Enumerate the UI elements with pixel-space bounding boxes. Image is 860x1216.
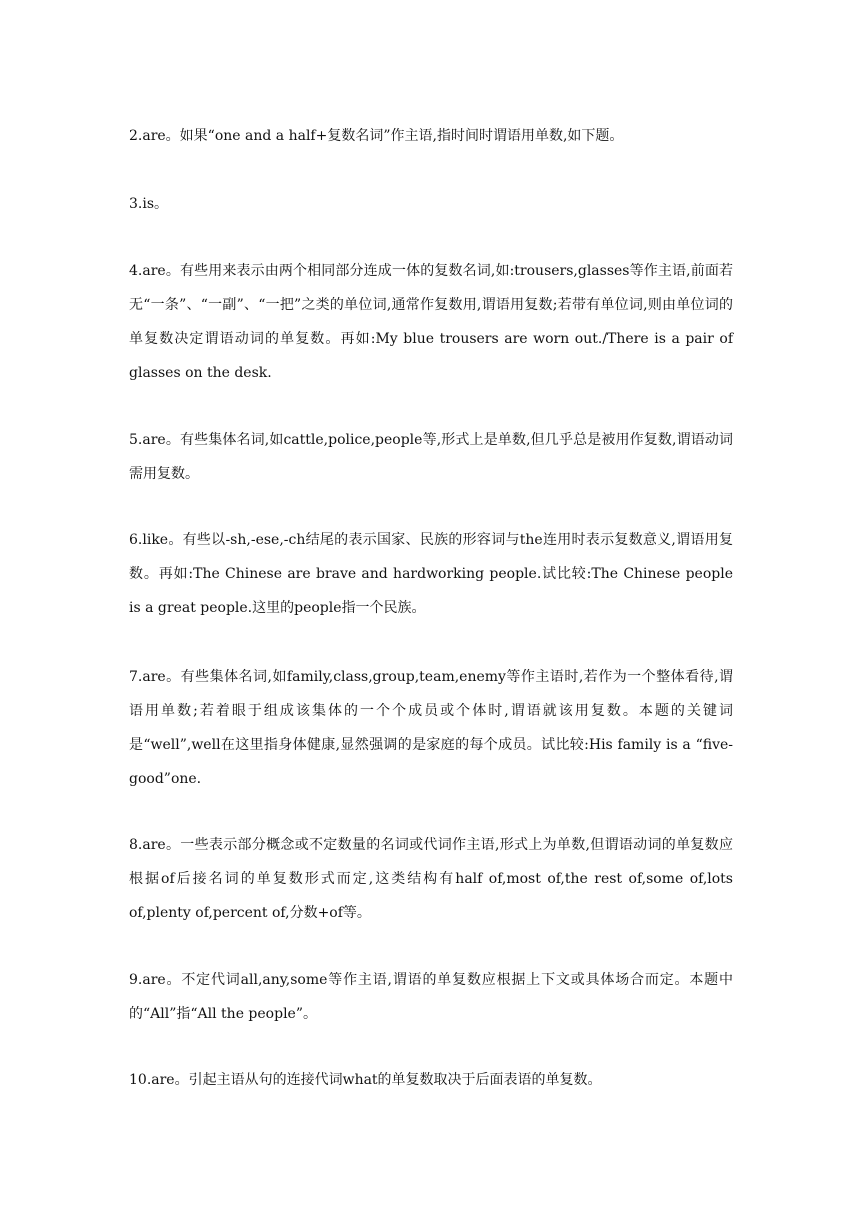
answer-item-8: 8.are。一些表示部分概念或不定数量的名词或代词作主语,形式上为单数,但谓语动词的单复数应根据of后接名词的单复数形式而定,这类结构有half of,most of,the rest of,some of,lots of,plenty of,percent of,分数+of等。 — [129, 837, 733, 921]
answer-item-3: 3.is。 — [129, 196, 169, 212]
answer-item-7: 7.are。有些集体名词,如family,class,group,team,enemy等作主语时,若作为一个整体看待,谓语用单数;若着眼于组成该集体的一个个成员或个体时,谓语就该用复数。本题的关键词是“well”,well在这里指身体健康,显然强调的是家庭的每个成员。试比较:His family is a “five-good”one. — [129, 669, 733, 787]
answer-item-10: 10.are。引起主语从句的连接代词what的单复数取决于后面表语的单复数。 — [129, 1072, 602, 1088]
answer-item-5: 5.are。有些集体名词,如cattle,police,people等,形式上是单数,但几乎总是被用作复数,谓语动词需用复数。 — [129, 432, 733, 482]
answer-item-4: 4.are。有些用来表示由两个相同部分连成一体的复数名词,如:trousers,glasses等作主语,前面若无“一条”、“一副”、“一把”之类的单位词,通常作复数用,谓语用复数;若带有单位词,则由单位词的单复数决定谓语动词的单复数。再如:My blue trousers are worn out./There is a pair of glasses on the desk. — [129, 263, 733, 381]
answer-item-6: 6.like。有些以-sh,-ese,-ch结尾的表示国家、民族的形容词与the连用时表示复数意义,谓语用复数。再如:The Chinese are brave and hardworking people.试比较:The Chinese people is a great people.这里的people指一个民族。 — [129, 532, 733, 616]
answer-item-2: 2.are。如果“one and a half+复数名词”作主语,指时间时谓语用单数,如下题。 — [129, 128, 624, 144]
answer-item-9: 9.are。不定代词all,any,some等作主语,谓语的单复数应根据上下文或具体场合而定。本题中的“All”指“All the people”。 — [129, 972, 733, 1022]
